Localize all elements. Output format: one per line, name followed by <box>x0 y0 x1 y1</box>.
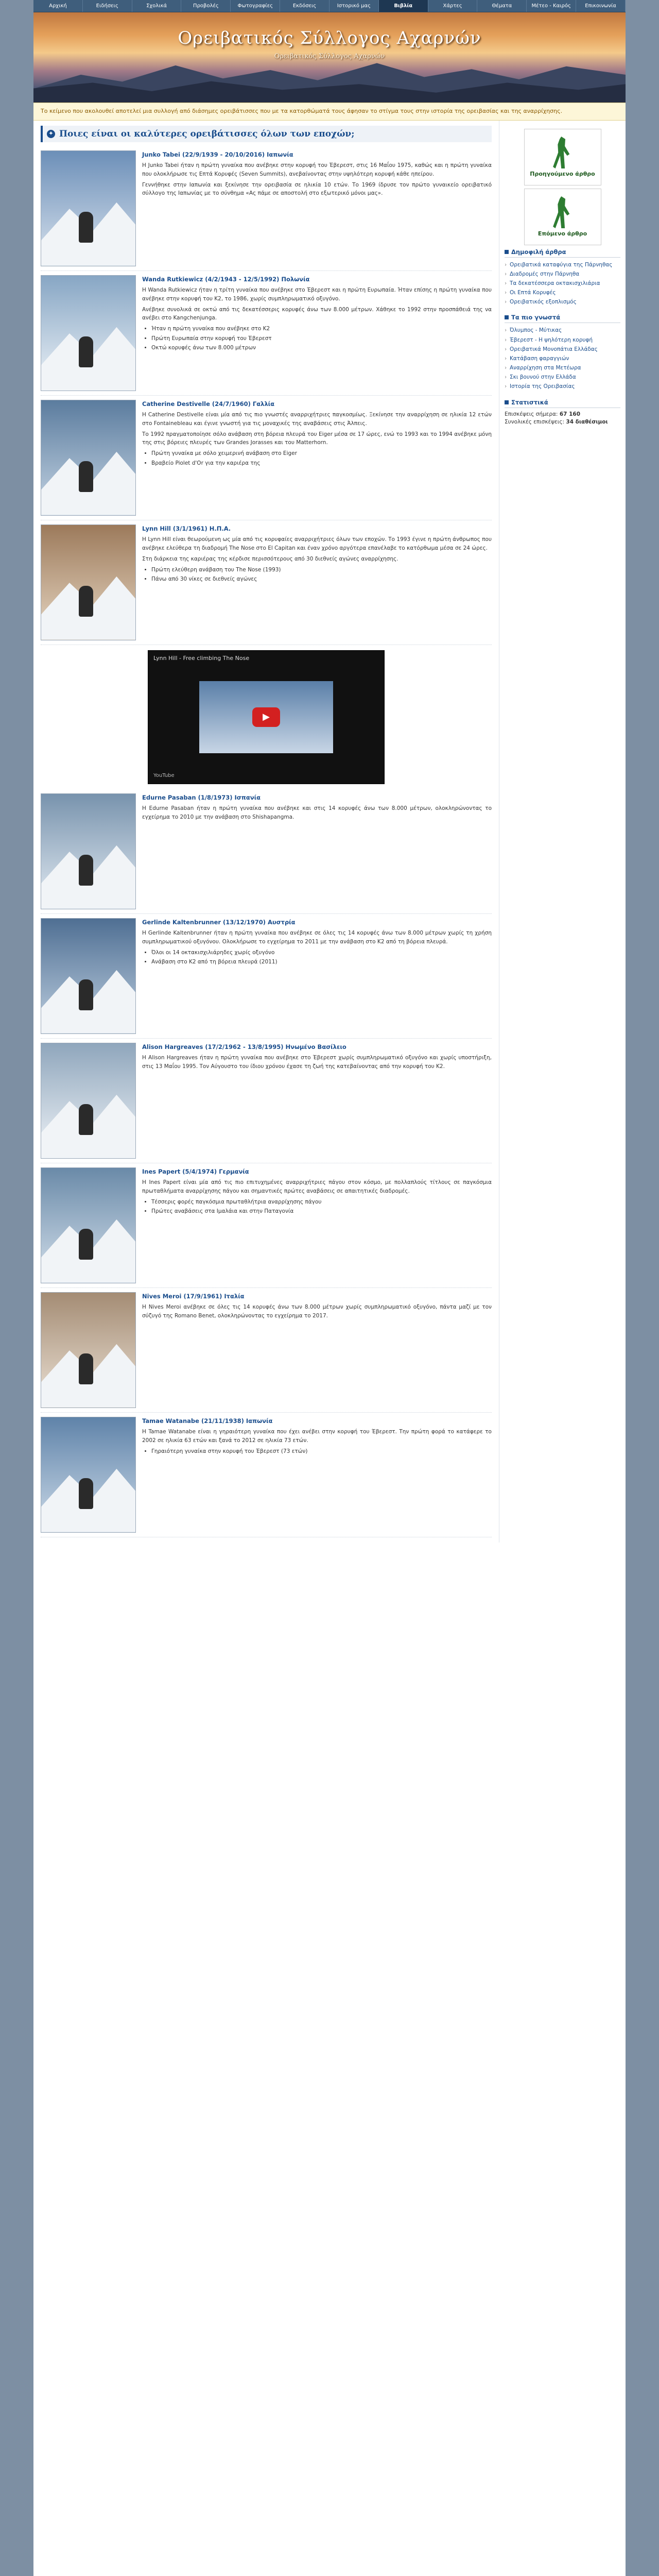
header-banner <box>33 12 626 103</box>
climber-name: Ines Papert (5/4/1974) Γερμανία <box>142 1167 249 1175</box>
climber-photo[interactable] <box>41 400 136 516</box>
climber-paragraph: Γεννήθηκε στην Ιαπωνία και ξεκίνησε την ορειβασία σε ηλικία 10 ετών. Το 1969 ίδρυσε τον πρώτο γυναικείο ορειβατικό σύλλογο της Ιαπωνίας με το σύνθημα «Ας πάμε σε αποστολή στο εξωτερικό μόνοι μας». <box>142 181 492 197</box>
popular-articles-list <box>505 326 620 391</box>
recent-article-link[interactable]: › Τα δεκατέσσερα οκτακισχιλιάρια <box>505 279 620 288</box>
achievement-item: • Ήταν η πρώτη γυναίκα που ανέβηκε στο K2 <box>151 325 492 333</box>
photo-climber-silhouette <box>79 1104 93 1135</box>
nav-item[interactable]: Αρχική <box>33 0 83 12</box>
climber-text <box>142 524 492 640</box>
square-bullet-icon <box>505 400 509 404</box>
climber-name: Nives Meroi (17/9/1961) Ιταλία <box>142 1292 245 1300</box>
climber-text <box>142 150 492 266</box>
site-subtitle: Ορειβατικός Σύλλογος Αχαρνών <box>274 53 385 60</box>
climber-name: Alison Hargreaves (17/2/1962 - 13/8/1995) Ηνωμένο Βασίλειο <box>142 1043 346 1050</box>
climber-paragraph: Ανέβηκε συνολικά σε οκτώ από τις δεκατέσσερις κορυφές άνω των 8.000 μέτρων. Χάθηκε το 1992 στην προσπάθειά της να ανέβει στο Kangchenjunga. <box>142 306 492 321</box>
nav-item[interactable]: Προβολές <box>181 0 231 12</box>
climber-entry <box>41 1413 492 1537</box>
stats-title: Στατιστικά <box>511 398 548 406</box>
climber-achievements <box>151 1198 492 1215</box>
climber-achievements <box>151 325 492 352</box>
climber-photo[interactable] <box>41 1417 136 1533</box>
stat-value: 34 διαθέσιμοι <box>566 419 608 426</box>
nav-item[interactable]: Θέματα <box>477 0 527 12</box>
photo-climber-silhouette <box>79 212 93 243</box>
climber-achievements <box>151 949 492 966</box>
nav-item[interactable]: Επικοινωνία <box>576 0 626 12</box>
nav-item[interactable]: Βιβλία <box>379 0 428 12</box>
photo-climber-silhouette <box>79 979 93 1010</box>
climber-photo[interactable] <box>41 275 136 391</box>
site-title[interactable]: Ορειβατικός Σύλλογος Αχαρνών <box>178 28 481 48</box>
climber-name: Gerlinde Kaltenbrunner (13/12/1970) Αυστρία <box>142 918 296 926</box>
hiker-icon <box>551 196 575 228</box>
hiker-icon <box>551 137 575 168</box>
main-content <box>33 121 499 1543</box>
climber-text <box>142 918 492 1034</box>
nav-item[interactable]: Μέτεο - Καιρός <box>527 0 576 12</box>
popular-article-link[interactable]: › Σκι βουνού στην Ελλάδα <box>505 372 620 382</box>
climber-achievements <box>151 566 492 583</box>
sidebar-badge-label: Προηγούμενο άρθρο <box>530 171 595 177</box>
climber-achievements <box>151 450 492 467</box>
square-bullet-icon <box>505 250 509 254</box>
post-title <box>41 126 492 142</box>
popular-article-link[interactable]: › Ιστορία της Ορειβασίας <box>505 382 620 391</box>
achievement-item: • Πρώτη ελεύθερη ανάβαση του The Nose (1993) <box>151 566 492 574</box>
intro-notice: Το κείμενο που ακολουθεί αποτελεί μια συλλογή από διάσημες ορειβάτισσες που με τα κατορθώματά τους άφησαν το στίγμα τους στην ιστορία της ορειβασίας και της αναρρίχησης. <box>33 103 626 121</box>
climber-paragraph: Η Catherine Destivelle είναι μία από τις πιο γνωστές αναρριχήτριες παγκοσμίως. Ξεκίνησε την αναρρίχηση σε ηλικία 12 ετών στο Fontainebleau και έγινε γνωστή για τις μοναχικές της αναβάσεις στις Άλπεις. <box>142 412 492 427</box>
stat-row <box>505 418 620 427</box>
climber-entry <box>41 914 492 1039</box>
nav-item[interactable]: Εκδόσεις <box>280 0 330 12</box>
recent-articles-title: Δημοφιλή άρθρα <box>511 248 566 256</box>
climber-photo[interactable] <box>41 793 136 909</box>
post-title-text[interactable]: Ποιες είναι οι καλύτερες ορειβάτισσες όλων των εποχών; <box>59 128 355 139</box>
climber-text <box>142 1043 492 1159</box>
achievement-item: • Πρώτη γυναίκα με σόλο χειμερινή ανάβαση στο Eiger <box>151 450 492 457</box>
climber-paragraph: Η Nives Meroi ανέβηκε σε όλες τις 14 κορυφές άνω των 8.000 μέτρων χωρίς συμπληρωματικό οξυγόνο, πάντα μαζί με τον σύζυγό της Romano Benet, ολοκληρώνοντας το εγχείρημα το 2017. <box>142 1304 492 1319</box>
climber-name: Edurne Pasaban (1/8/1973) Ισπανία <box>142 793 261 801</box>
climber-paragraph: Η Gerlinde Kaltenbrunner ήταν η πρώτη γυναίκα που ανέβηκε σε όλες τις 14 κορυφές άνω των 8.000 μέτρων χωρίς τη χρήση συμπληρωματικού οξυγόνου. Ολοκλήρωσε το εγχείρημα το 2011 με την ανάβαση στο K2 από τη βόρεια πλευρά. <box>142 930 492 945</box>
climber-text <box>142 1167 492 1283</box>
photo-climber-silhouette <box>79 855 93 886</box>
climber-entry <box>41 271 492 396</box>
climber-paragraph: Η Junko Tabei ήταν η πρώτη γυναίκα που ανέβηκε στην κορυφή του Έβερεστ, στις 16 Μαΐου 1975, καθώς και η πρώτη γυναίκα που ολοκλήρωσε τις Επτά Κορυφές (Seven Summits), ανεβαίνοντας στην υψηλότερη κορυφή κάθε ηπείρου. <box>142 162 492 177</box>
climber-entry <box>41 146 492 271</box>
climber-name: Catherine Destivelle (24/7/1960) Γαλλία <box>142 400 274 408</box>
climber-achievements <box>151 1448 492 1455</box>
stat-value: 67 160 <box>559 411 580 417</box>
recent-articles-box <box>505 248 620 307</box>
stat-label: Επισκέψεις σήμερα: <box>505 411 560 417</box>
popular-articles-title: Τα πιο γνωστά <box>511 314 561 321</box>
achievement-item: • Πρώτη Ευρωπαία στην κορυφή του Έβερεστ <box>151 335 492 343</box>
article-icon: ✦ <box>47 130 55 138</box>
popular-article-link[interactable]: › Ορειβατικά Μονοπάτια Ελλάδας <box>505 345 620 354</box>
climber-text <box>142 793 492 909</box>
climber-name: Lynn Hill (3/1/1961) Η.Π.Α. <box>142 524 231 532</box>
achievement-item: • Όλοι οι 14 οκτακισχιλιάρηδες χωρίς οξυγόνο <box>151 949 492 957</box>
recent-article-link[interactable]: › Ορειβατικός εξοπλισμός <box>505 297 620 307</box>
recent-articles-list <box>505 260 620 307</box>
play-icon[interactable]: ▶ <box>252 707 280 727</box>
popular-articles-box <box>505 314 620 391</box>
climber-paragraph: Το 1992 πραγματοποίησε σόλο ανάβαση στη βόρεια πλευρά του Eiger μέσα σε 17 ώρες, ενώ το 1993 και το 1994 ανέβηκε μόνη της στις βόρειες πλευρές των Grandes Jorasses και του Matterhorn. <box>142 431 492 446</box>
photo-climber-silhouette <box>79 1478 93 1509</box>
popular-article-link[interactable]: › Έβερεστ - Η ψηλότερη κορυφή <box>505 335 620 345</box>
video-caption: YouTube <box>153 772 175 778</box>
climber-photo[interactable] <box>41 1167 136 1283</box>
climber-paragraph: Η Edurne Pasaban ήταν η πρώτη γυναίκα που ανέβηκε και στις 14 κορυφές άνω των 8.000 μέτρων, ολοκληρώνοντας το εγχείρημα το 2010 με την ανάβαση στο Shishapangma. <box>142 805 492 820</box>
achievement-item: • Γηραιότερη γυναίκα στην κορυφή του Έβερεστ (73 ετών) <box>151 1448 492 1455</box>
climber-entry <box>41 789 492 914</box>
page <box>33 0 626 2576</box>
sidebar <box>499 121 626 1543</box>
climber-photo[interactable] <box>41 1292 136 1408</box>
climber-paragraph: Η Tamae Watanabe είναι η γηραιότερη γυναίκα που έχει ανέβει στην κορυφή του Έβερεστ. Την πρώτη φορά το κατάφερε το 2002 σε ηλικία 63 ετών και ξανά το 2012 σε ηλικία 73 ετών. <box>142 1429 492 1444</box>
stats-heading <box>505 399 620 408</box>
climber-text <box>142 275 492 391</box>
top-navigation <box>33 0 626 12</box>
climber-text <box>142 400 492 516</box>
climber-text <box>142 1292 492 1408</box>
sidebar-badge-label: Επόμενο άρθρο <box>537 230 587 237</box>
nav-item[interactable]: Χάρτες <box>428 0 478 12</box>
video-title[interactable]: Lynn Hill - Free climbing The Nose <box>153 654 250 662</box>
achievement-item: • Βραβείο Piolet d'Or για την καριέρα της <box>151 460 492 467</box>
popular-article-link[interactable]: › Κατάβαση φαραγγιών <box>505 354 620 363</box>
sidebar-badge-previous[interactable] <box>524 129 601 185</box>
climber-text <box>142 1417 492 1533</box>
climber-name: Wanda Rutkiewicz (4/2/1943 - 12/5/1992) Πολωνία <box>142 275 310 283</box>
climber-paragraph: Η Ines Papert είναι μία από τις πιο επιτυχημένες αναρριχήτριες πάγου στον κόσμο, με πολλαπλούς τίτλους σε παγκόσμια πρωταθλήματα αναρρίχησης πάγου και σημαντικές πρώτες αναβάσεις σε απαιτητικές διαδρομές. <box>142 1179 492 1194</box>
nav-item[interactable]: Φωτογραφίες <box>231 0 280 12</box>
climber-entry <box>41 520 492 645</box>
photo-climber-silhouette <box>79 336 93 367</box>
stat-label: Συνολικές επισκέψεις: <box>505 419 566 426</box>
popular-article-link[interactable]: › Αναρρίχηση στα Μετέωρα <box>505 363 620 372</box>
popular-article-link[interactable]: › Όλυμπος - Μύτικας <box>505 326 620 335</box>
entries-list <box>41 146 492 1537</box>
nav-item[interactable]: Σχολικά <box>132 0 182 12</box>
sidebar-badge-next[interactable] <box>524 189 601 245</box>
climber-name: Tamae Watanabe (21/11/1938) Ιαπωνία <box>142 1417 273 1425</box>
stats-list <box>505 411 620 427</box>
achievement-item: • Πρώτες αναβάσεις στα Ιμαλάια και στην Παταγονία <box>151 1208 492 1215</box>
climber-name: Junko Tabei (22/9/1939 - 20/10/2016) Ιαπωνία <box>142 150 293 158</box>
climber-photo[interactable] <box>41 524 136 640</box>
climber-entry <box>41 1163 492 1288</box>
stats-box <box>505 399 620 427</box>
recent-article-link[interactable]: › Ορειβατικά καταφύγια της Πάρνηθας <box>505 260 620 269</box>
stat-row <box>505 411 620 419</box>
climber-entry <box>41 1039 492 1163</box>
achievement-item: • Ανάβαση στο K2 από τη βόρεια πλευρά (2011) <box>151 958 492 966</box>
climber-paragraph: Η Lynn Hill είναι θεωρούμενη ως μία από τις κορυφαίες αναρριχήτριες όλων των εποχών. Το 1993 έγινε η πρώτη άνθρωπος που ανέβηκε ελεύθερα τη διαδρομή The Nose στο El Capitan και έναν χρόνο αργότερα επανέλαβε το κατόρθωμα μέσα σε 24 ώρες. <box>142 536 492 551</box>
climber-paragraph: Στη διάρκεια της καριέρας της κέρδισε περισσότερους από 30 διεθνείς αγώνες αναρρίχησης. <box>142 555 398 562</box>
photo-climber-silhouette <box>79 461 93 492</box>
nav-item[interactable]: Ειδήσεις <box>83 0 132 12</box>
photo-climber-silhouette <box>79 1353 93 1384</box>
nav-item[interactable]: Ιστορικό μας <box>330 0 379 12</box>
achievement-item: • Τέσσερις φορές παγκόσμια πρωταθλήτρια αναρρίχησης πάγου <box>151 1198 492 1206</box>
climber-paragraph: Η Wanda Rutkiewicz ήταν η τρίτη γυναίκα που ανέβηκε στο Έβερεστ και η πρώτη Ευρωπαία. Ήταν επίσης η πρώτη γυναίκα που ανέβηκε στην κορυφή του K2, το 1986, χωρίς συμπληρωματικό οξυγόνο. <box>142 287 492 302</box>
square-bullet-icon <box>505 315 509 319</box>
photo-climber-silhouette <box>79 1229 93 1260</box>
climber-entry <box>41 396 492 520</box>
achievement-item: • Πάνω από 30 νίκες σε διεθνείς αγώνες <box>151 575 492 583</box>
climber-photo[interactable] <box>41 1043 136 1159</box>
climber-paragraph: Η Alison Hargreaves ήταν η πρώτη γυναίκα που ανέβηκε στο Έβερεστ χωρίς συμπληρωματικό οξυγόνο και χωρίς υποστήριξη, στις 13 Μαΐου 1995. Τον Αύγουστο του ίδιου χρόνου έχασε τη ζωή της κατεβαίνοντας από την κορυφή του K2. <box>142 1055 492 1070</box>
content-layout <box>33 121 626 1543</box>
popular-articles-heading <box>505 314 620 323</box>
embedded-video[interactable] <box>148 650 385 784</box>
recent-article-link[interactable]: › Οι Επτά Κορυφές <box>505 288 620 297</box>
climber-photo[interactable] <box>41 150 136 266</box>
photo-climber-silhouette <box>79 586 93 617</box>
achievement-item: • Οκτώ κορυφές άνω των 8.000 μέτρων <box>151 344 492 352</box>
recent-article-link[interactable]: › Διαδρομές στην Πάρνηθα <box>505 269 620 279</box>
climber-entry <box>41 1288 492 1413</box>
recent-articles-heading <box>505 248 620 258</box>
climber-photo[interactable] <box>41 918 136 1034</box>
